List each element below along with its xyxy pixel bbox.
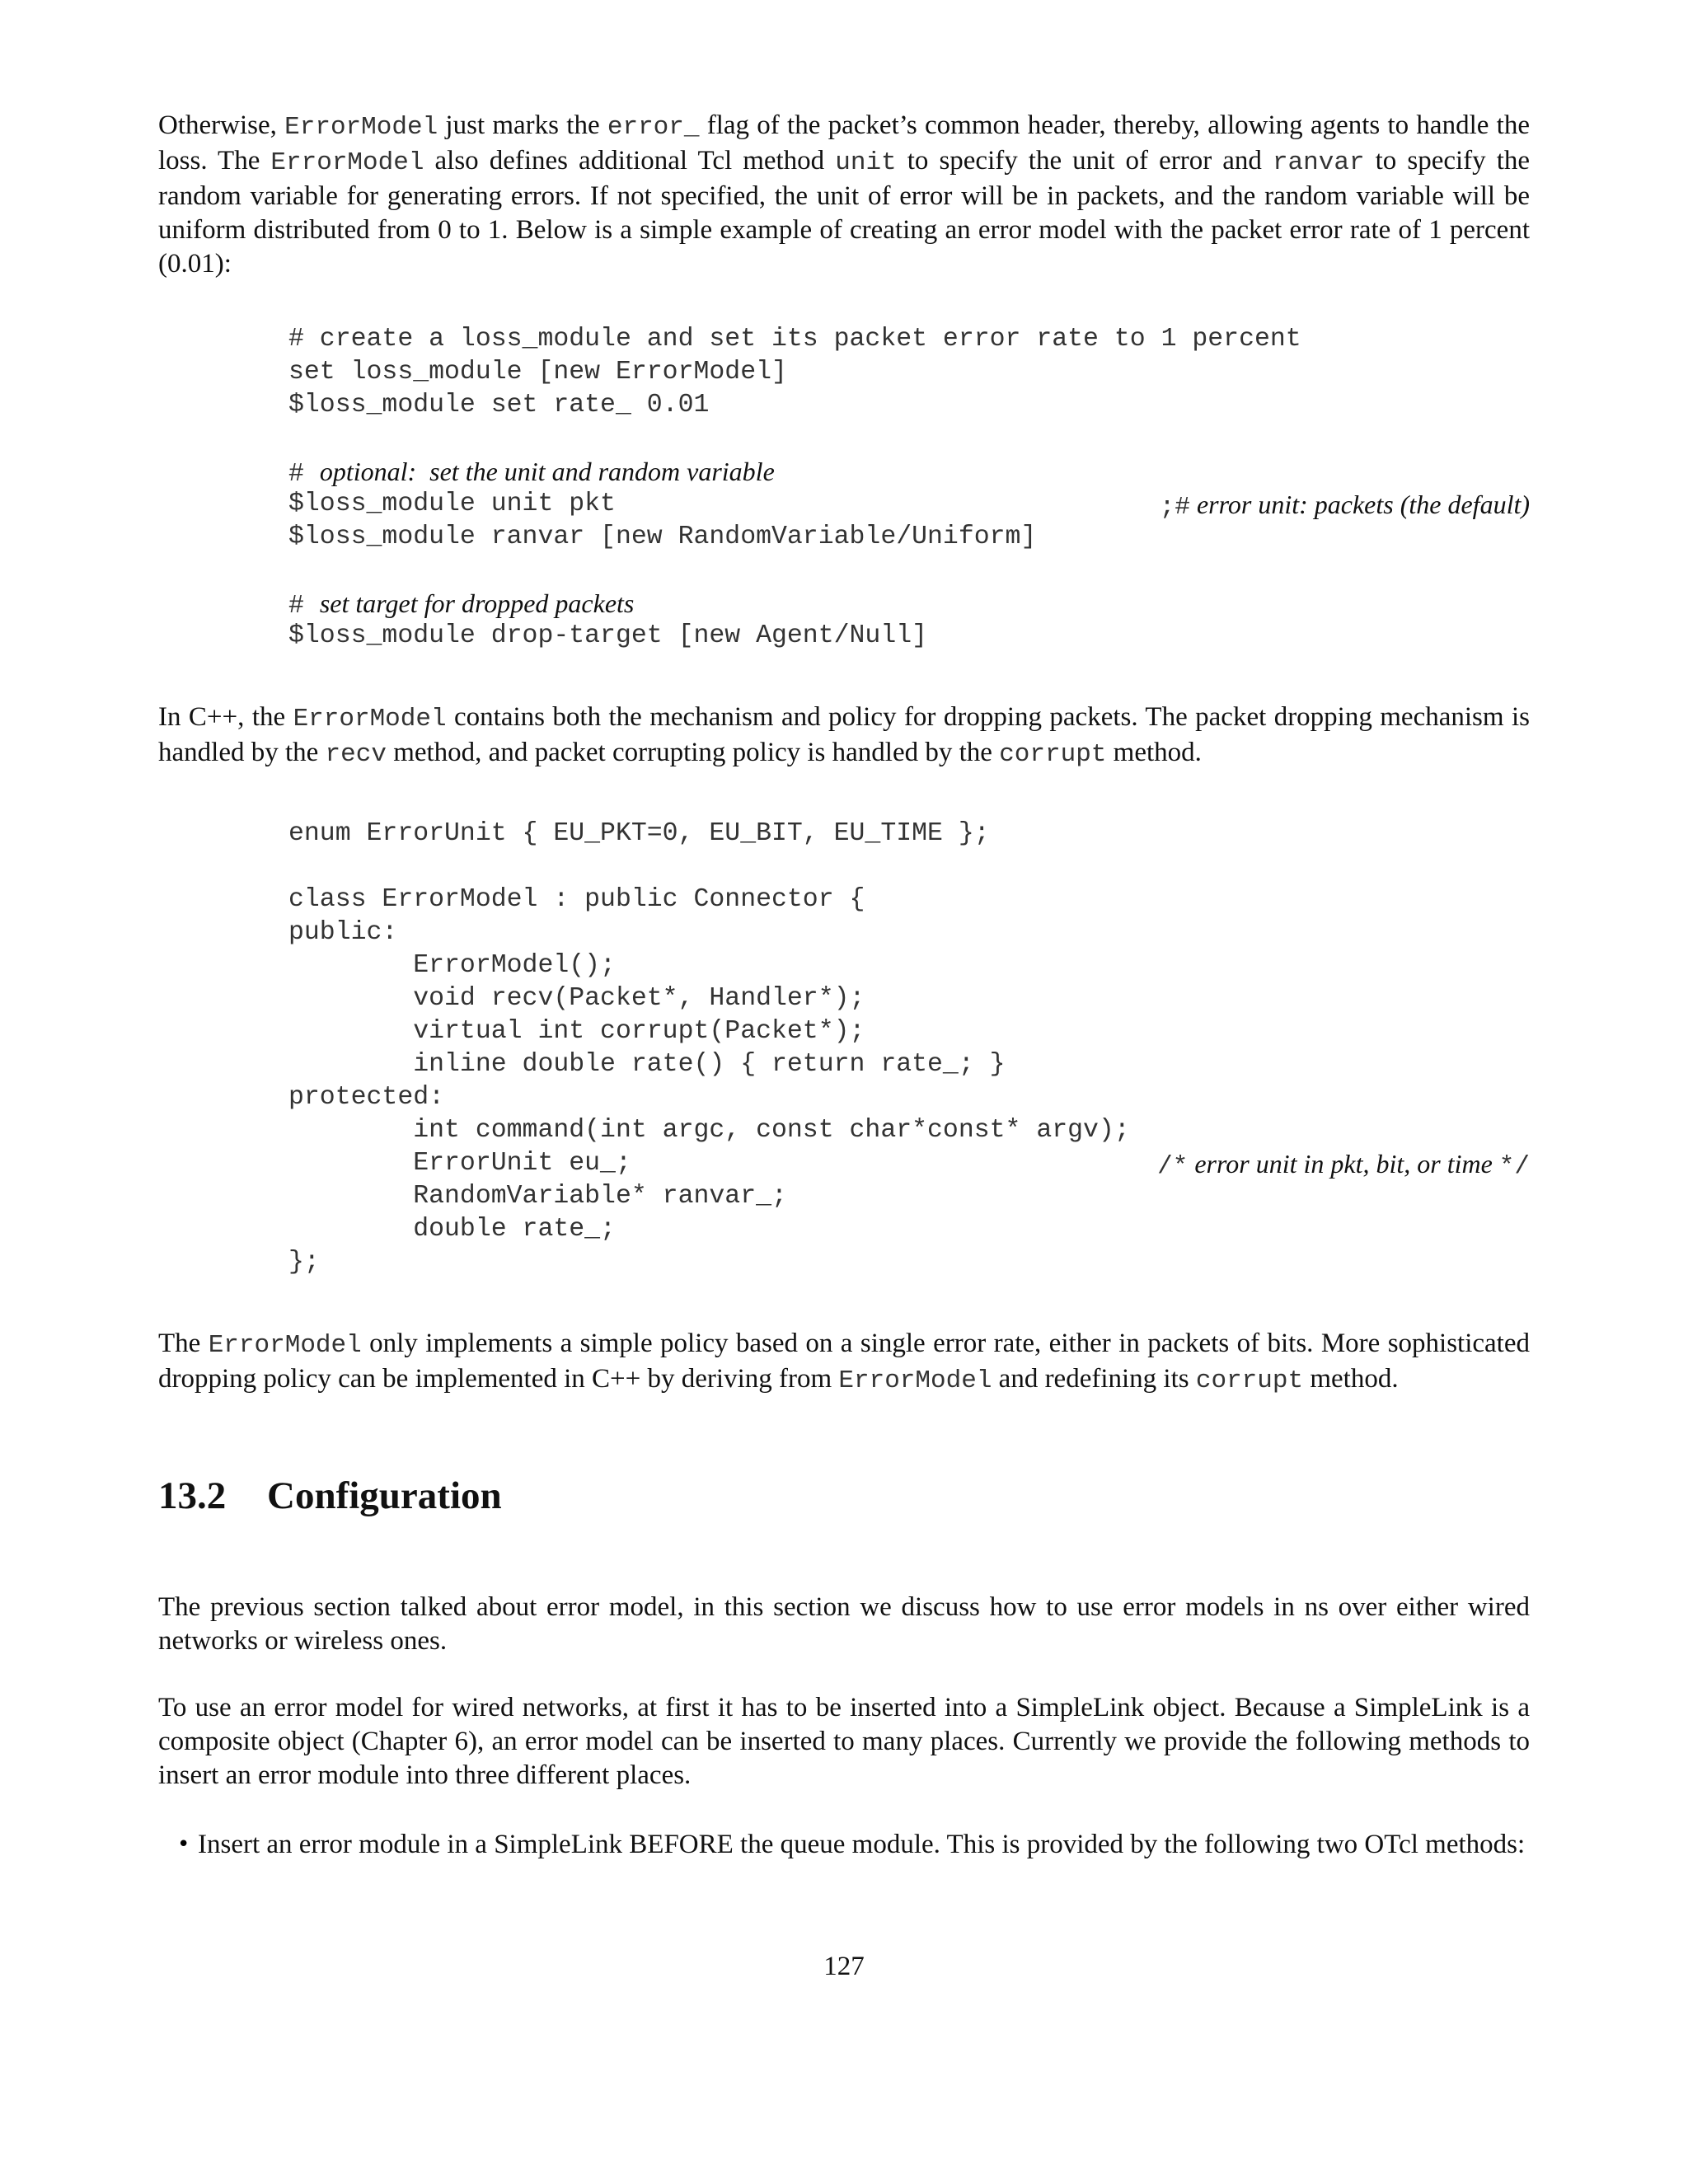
code-inline: corrupt (999, 740, 1107, 769)
code-inline: unit (835, 148, 897, 177)
comment-text: error unit in pkt, bit, or time (1188, 1149, 1499, 1179)
code-line: ErrorModel(); (288, 951, 616, 980)
code-line: }; (288, 1248, 320, 1277)
code-line: void recv(Packet*, Handler*); (288, 984, 865, 1013)
code-line: double rate_; (288, 1215, 616, 1244)
code-inline: ErrorModel (208, 1331, 362, 1360)
code-line: protected: (288, 1083, 445, 1112)
section-number: 13.2 (158, 1474, 227, 1517)
text: also defines additional Tcl method (424, 146, 836, 176)
code-line: $loss_module unit pkt (288, 490, 616, 518)
text: only implements a simple policy based on a single error rate, either in packets of bits. More sophisticated dropping policy can be implemented in C++ by deriving from (158, 1329, 1530, 1394)
text: In C++, the (158, 702, 293, 732)
text: method, and packet corrupting policy is handled by the (386, 738, 1000, 767)
code-line: RandomVariable* ranvar_; (288, 1182, 787, 1211)
comment-mark: ;# (1159, 493, 1190, 522)
paragraph-error-model-intro (158, 109, 1530, 281)
code-inline: ErrorModel (270, 148, 424, 177)
code-inline: recv (325, 740, 387, 769)
code-inline: ranvar (1272, 148, 1365, 177)
text: and redefining its (992, 1364, 1196, 1394)
code-comment-line (288, 455, 775, 491)
code-inline: corrupt (1195, 1366, 1304, 1395)
text: method. (1303, 1364, 1399, 1394)
list-item-text: Insert an error module in a SimpleLink BEFORE the queue module. This is provided by the following two OTcl methods: (198, 1830, 1526, 1859)
paragraph-cpp-error-model (158, 701, 1530, 771)
code-comment-line (288, 587, 634, 623)
code-trailing-comment (1157, 1147, 1530, 1183)
paragraph-error-model-policy (158, 1327, 1530, 1398)
comment-text: set target for dropped packets (319, 588, 635, 618)
list-item (177, 1828, 1530, 1862)
text: method. (1106, 738, 1202, 767)
text: The (158, 1329, 209, 1358)
comment-hash: # (288, 460, 320, 489)
code-line: enum ErrorUnit { EU_PKT=0, EU_BIT, EU_TIME }; (288, 819, 990, 848)
code-line: inline double rate() { return rate_; } (288, 1050, 1006, 1079)
comment-open: /* (1157, 1152, 1189, 1181)
comment-close: */ (1498, 1152, 1530, 1181)
code-line: # create a loss_module and set its packet error rate to 1 percent (288, 325, 1301, 354)
text: Otherwise, (158, 110, 285, 140)
comment-text: optional: set the unit and random variable (319, 457, 775, 486)
code-line: int command(int argc, const char*const* argv); (288, 1116, 1130, 1145)
code-line: $loss_module ranvar [new RandomVariable/Uniform] (288, 523, 1037, 551)
section-heading (158, 1474, 502, 1518)
code-line: $loss_module drop-target [new Agent/Null] (288, 621, 928, 650)
paragraph-wired-networks: To use an error model for wired networks, at first it has to be inserted into a SimpleLink object. Because a SimpleLink is a composite object (Chapter 6), an error model can be inserted to many places. Currently we provide the following methods to insert an error module into three different places. (158, 1693, 1530, 1790)
text: to specify the unit of error and (896, 146, 1273, 176)
code-inline: ErrorModel (838, 1366, 992, 1395)
section-title: Configuration (267, 1474, 502, 1517)
code-line: $loss_module set rate_ 0.01 (288, 391, 710, 419)
code-line: ErrorUnit eu_; (288, 1149, 631, 1178)
comment-hash: # (288, 592, 320, 621)
text: contains both the mechanism and policy for dropping packets. The packet dropping mechanism is handled by the (158, 702, 1530, 767)
code-line: virtual int corrupt(Packet*); (288, 1017, 865, 1046)
text: flag of the packet’s common header, thereby, allowing agents to handle the loss. The (158, 110, 1530, 176)
code-inline: ErrorModel (293, 705, 447, 733)
code-trailing-comment (1160, 488, 1530, 524)
code-inline: ErrorModel (284, 113, 438, 142)
code-line: class ErrorModel : public Connector { (288, 885, 865, 914)
code-inline: error_ (607, 113, 700, 142)
page-number: 127 (823, 1952, 865, 1981)
code-line: set loss_module [new ErrorModel] (288, 358, 787, 387)
paragraph-configuration-intro: The previous section talked about error model, in this section we discuss how to use error models in ns over either wired networks or wireless ones. (158, 1592, 1530, 1656)
text: just marks the (438, 110, 607, 140)
comment-text: error unit: packets (the default) (1189, 490, 1530, 519)
text: to specify the random variable for generating errors. If not specified, the unit of error will be in packets, and the random variable will be uniform distributed from 0 to 1. Below is a simple example of creating an error model with the packet error rate of 1 percent (0.01): (158, 146, 1531, 279)
bullet-icon: • (177, 1832, 190, 1857)
code-line: public: (288, 918, 398, 947)
